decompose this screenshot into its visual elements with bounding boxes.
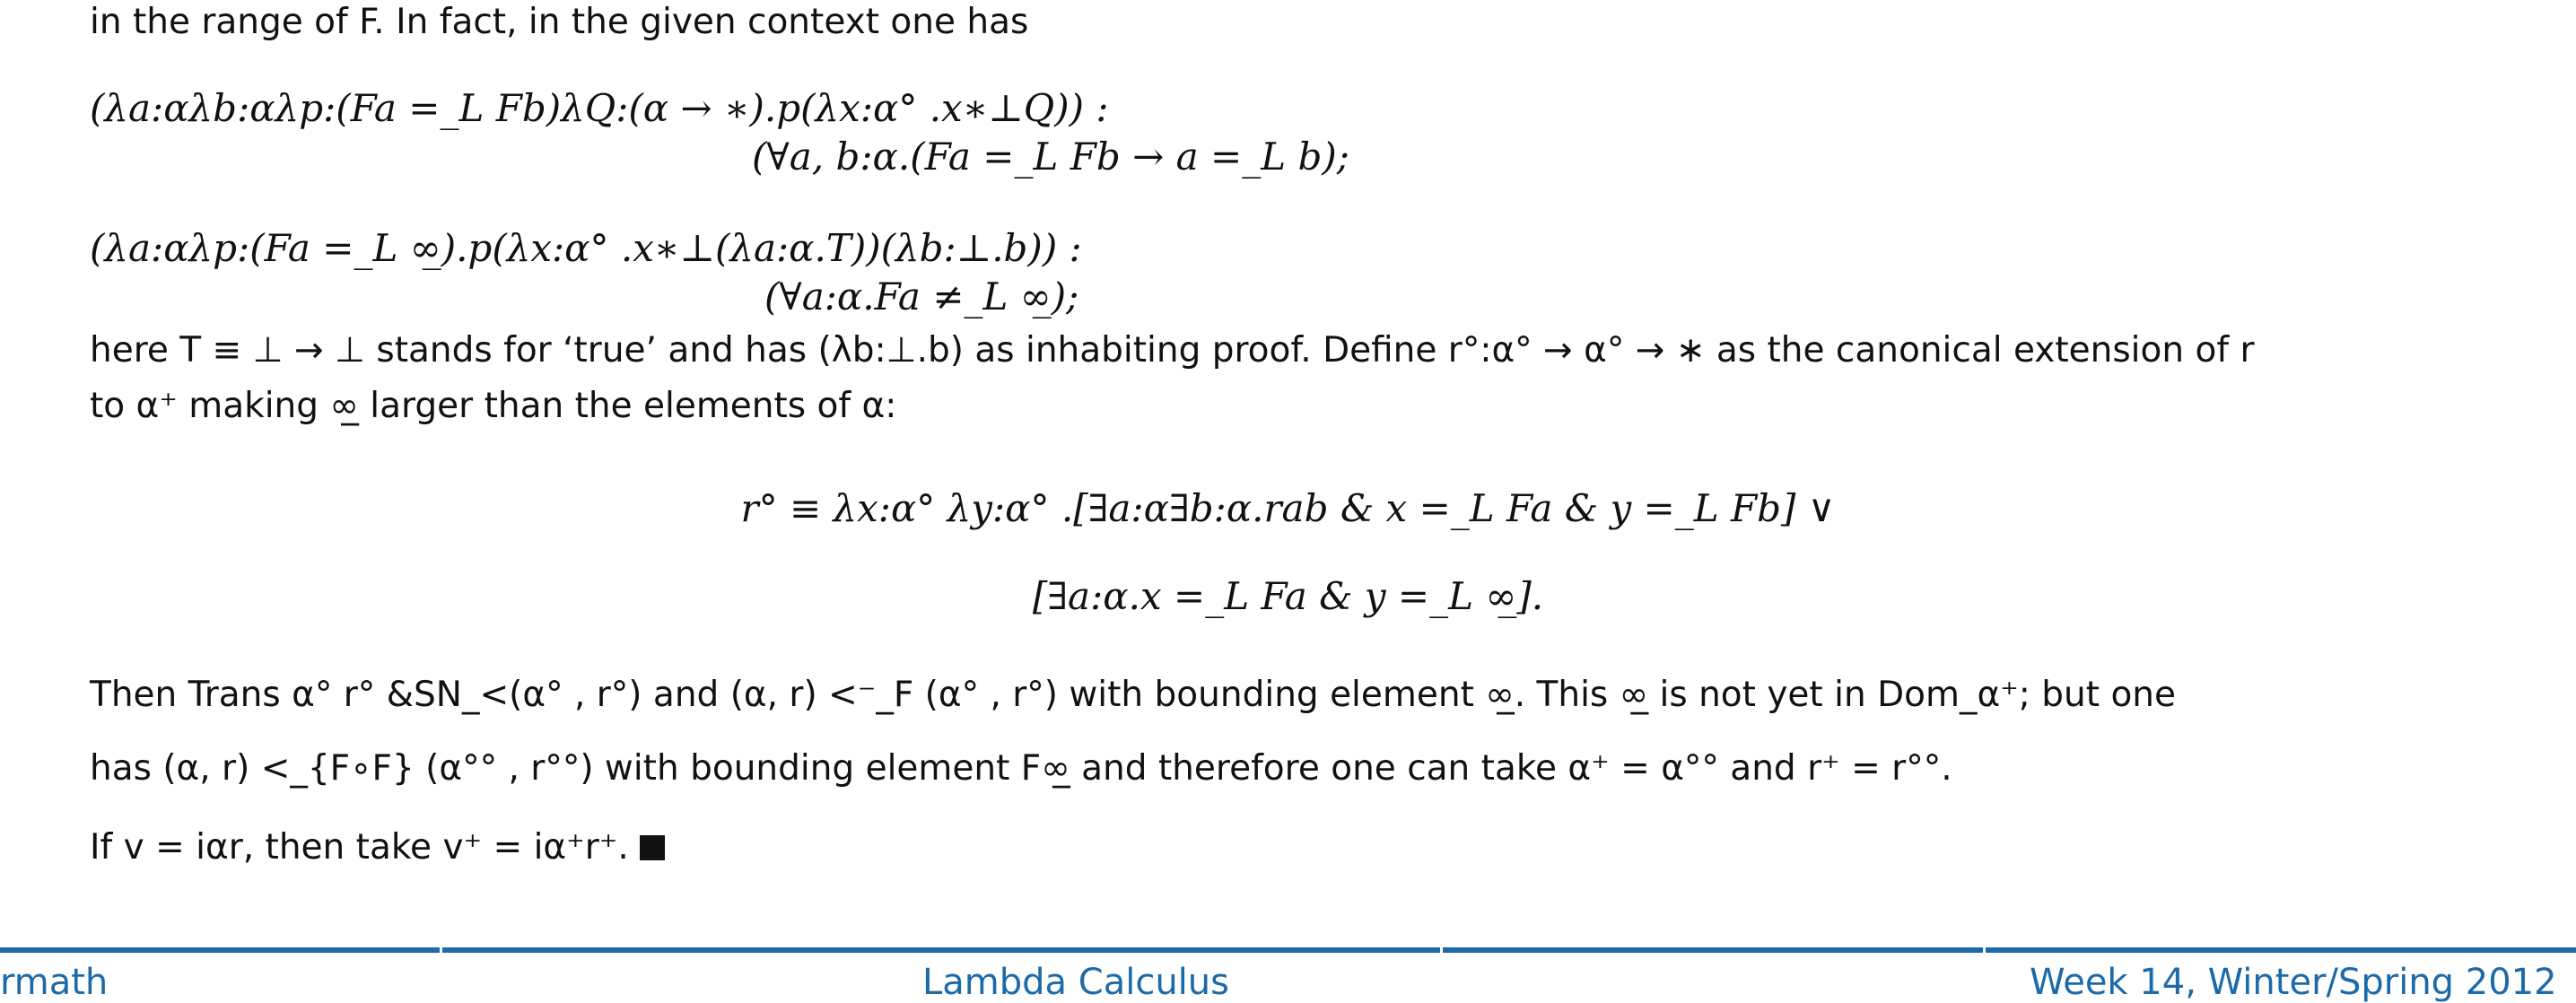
equation-3-line-1: r° ≡ λx:α° λy:α° .[∃a:α∃b:α.rab & x =_L Fa & y =_L Fb] ∨ [740,486,1836,530]
paragraph-2-line-1: Then Trans α° r° &SN_<(α° , r°) and (α, r) <⁻_F (α° , r°) with bounding element ∞̲. This ∞̲ is not yet in Dom_α⁺; but one [90,675,2177,715]
footer-divider-2 [1440,947,1443,956]
intro-text: in the range of F. In fact, in the given context one has [90,2,1029,42]
footer-divider-1 [440,947,442,956]
equation-2-top: (λa:αλp:(Fa =_L ∞̲).p(λx:α° .x∗⊥(λa:α.T))(λb:⊥.b)) : [90,226,1082,270]
equation-1-top: (λa:αλb:αλp:(Fa =_L Fb)λQ:(α → ∗).p(λx:α° .x∗⊥Q)) : [90,86,1109,130]
paragraph-1-line-1: here T ≡ ⊥ → ⊥ stands for ‘true’ and has (λb:⊥.b) as inhabiting proof. Define r°:α° → α° → ∗ as the canonical extension of r [90,330,2255,371]
footer-rule [0,947,2576,953]
paragraph-2-line-2: has (α, r) <_{F∘F} (α°° , r°°) with bounding element F∞̲ and therefore one can take α⁺ = α°° and r⁺ = r°°. [90,748,1952,789]
qed-square-icon [640,835,665,860]
footer-divider-3 [1983,947,1986,956]
equation-1-bottom: (∀a, b:α.(Fa =_L Fb → a =_L b); [752,135,1349,179]
equation-2-bottom: (∀a:α.Fa ≠_L ∞̲); [764,275,1079,318]
footer-center-text: Lambda Calculus [922,962,1229,1003]
footer-left-text: rmath [0,962,109,1003]
paragraph-1-line-2: to α⁺ making ∞̲ larger than the elements of α: [90,386,897,426]
footer-right-text: Week 14, Winter/Spring 2012 [2030,962,2557,1003]
paragraph-3 [90,827,665,868]
equation-3-line-2: [∃a:α.x =_L Fa & y =_L ∞̲]. [1032,574,1544,618]
paragraph-3-text: If v = iαr, then take v⁺ = iα⁺r⁺. [90,827,629,868]
